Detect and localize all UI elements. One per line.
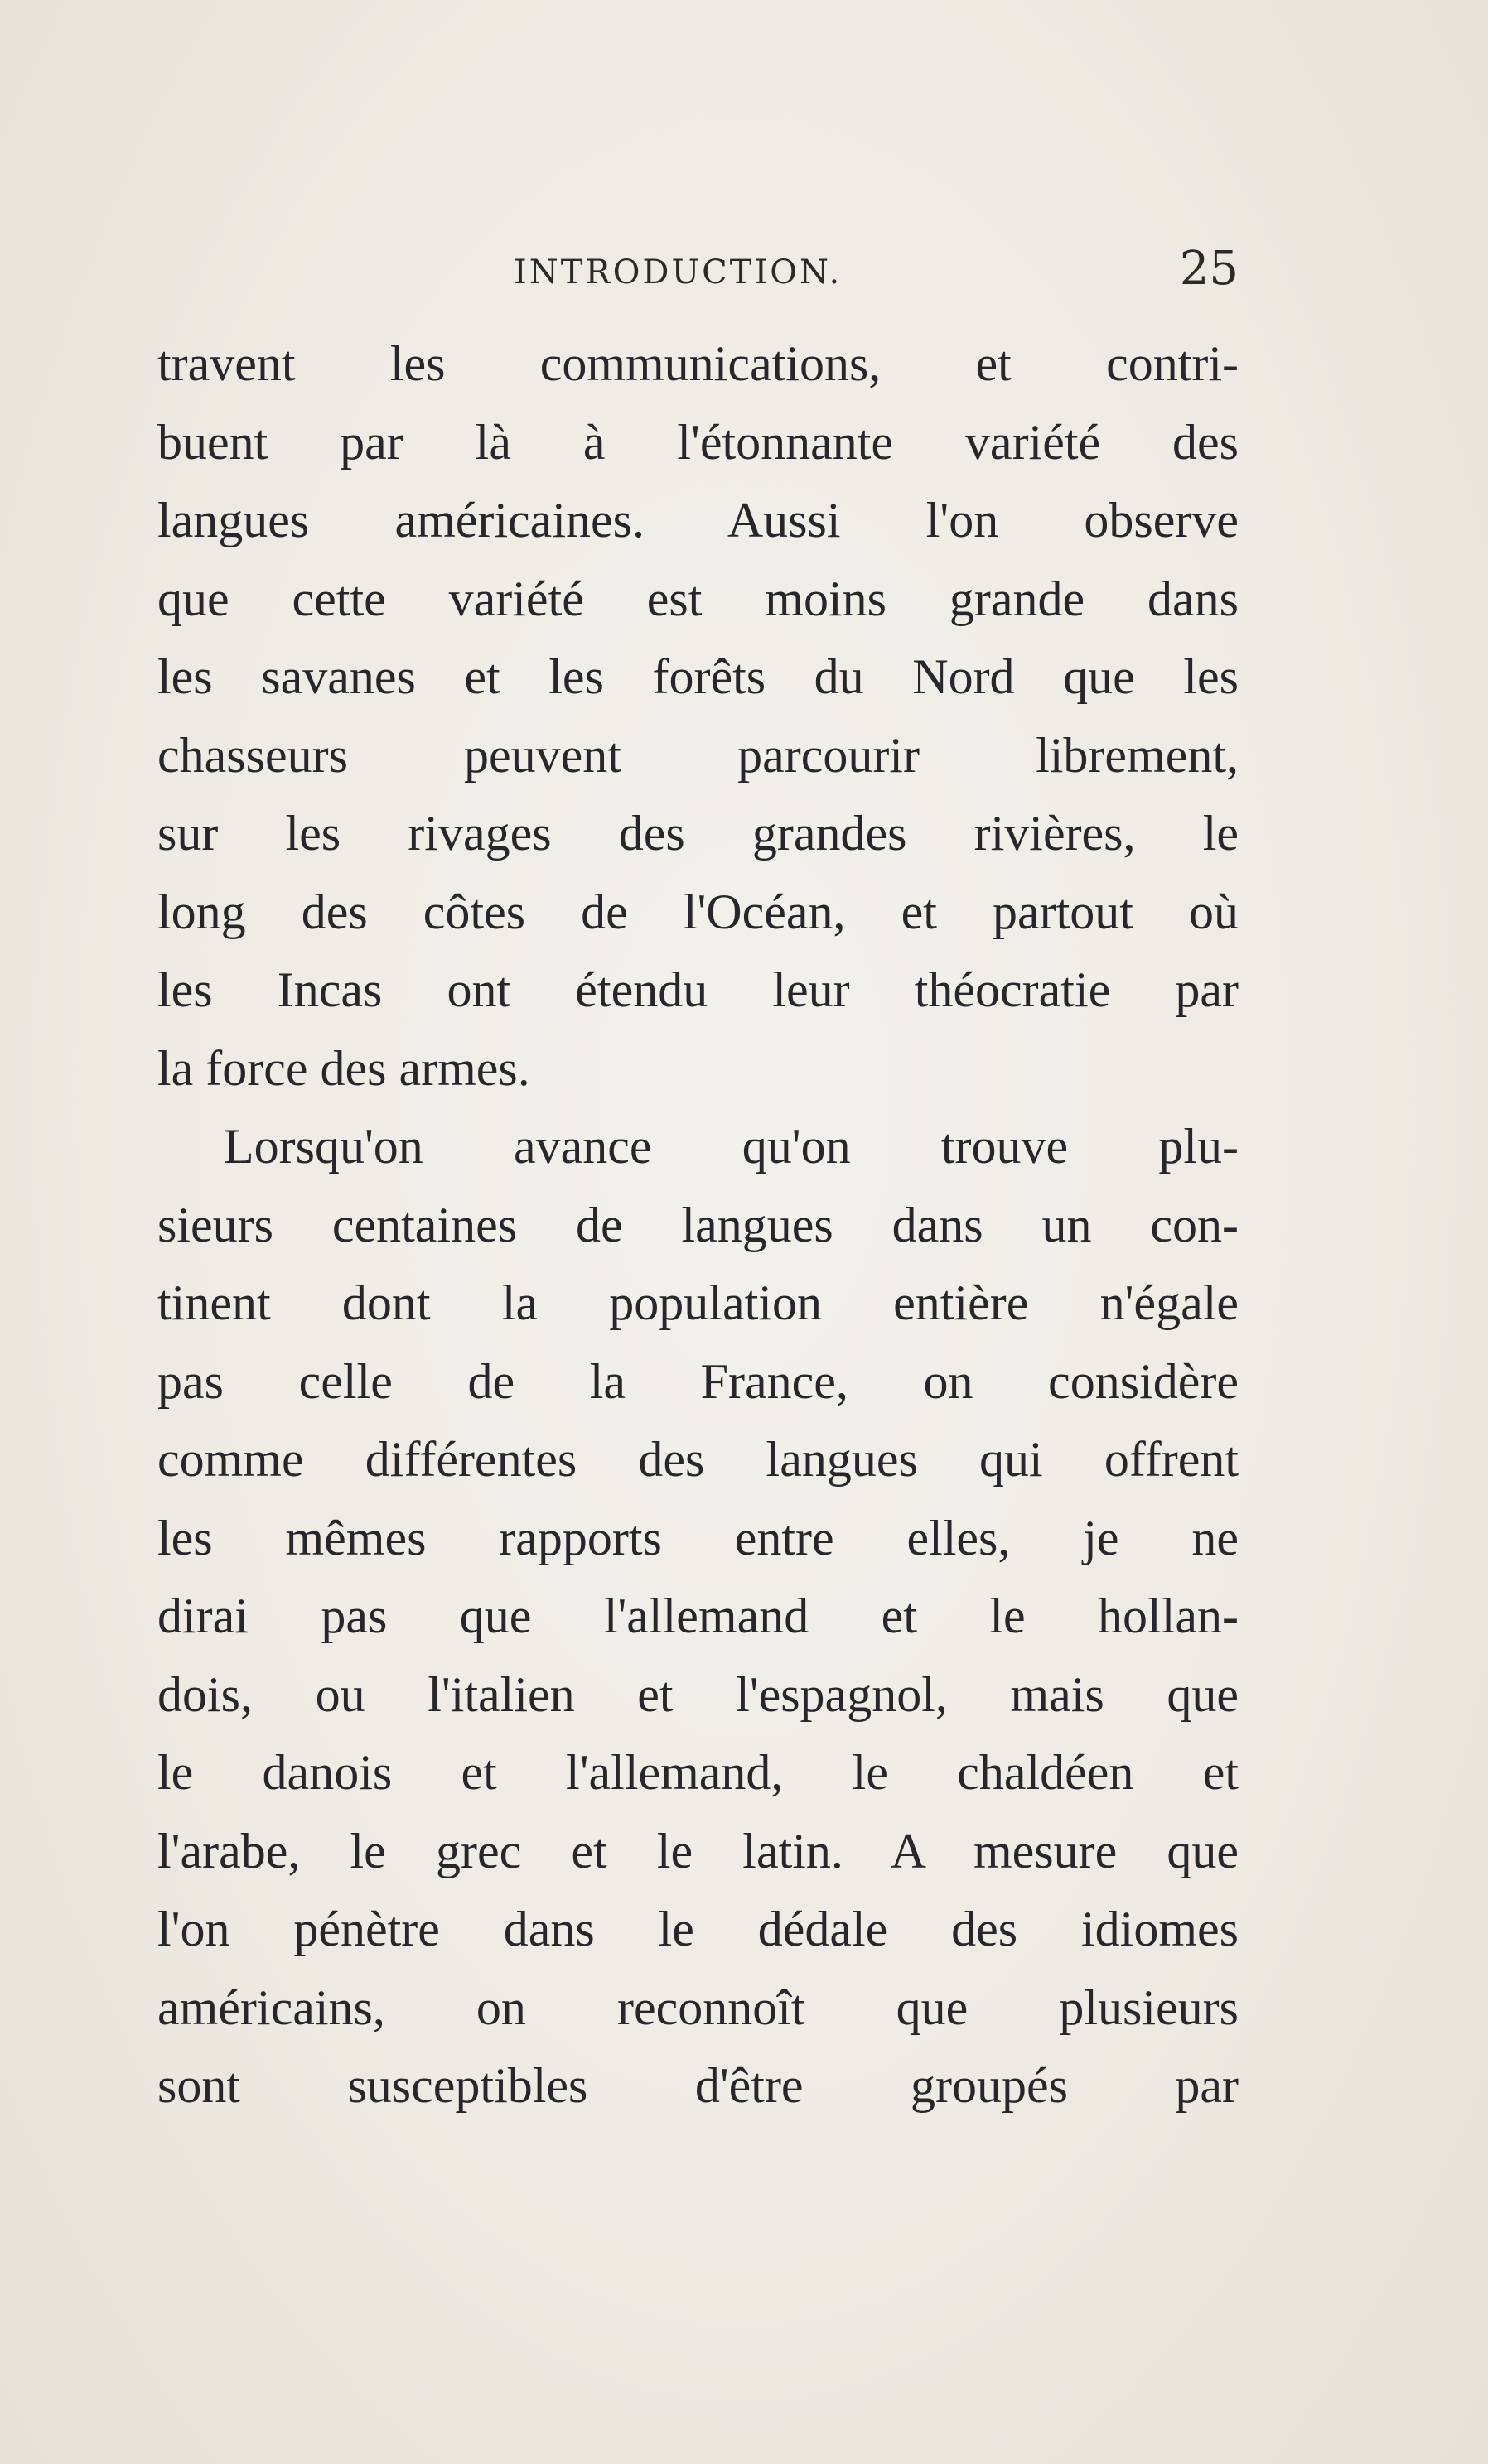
text-line: l'on pénètre dans le dédale des idiomes: [157, 1902, 1239, 1956]
text-line: que cette variété est moins grande dans: [157, 571, 1239, 626]
text-line: sieurs centaines de langues dans un con-: [157, 1197, 1239, 1252]
text-line: sur les rivages des grandes rivières, le: [157, 806, 1239, 861]
page-header: [157, 242, 1239, 316]
text-line: dois, ou l'italien et l'espagnol, mais que: [157, 1666, 1239, 1722]
body-text: [157, 325, 1239, 2125]
text-line: comme différentes des langues qui offrent: [157, 1432, 1239, 1487]
text-line: tinent dont la population entière n'égale: [157, 1275, 1239, 1330]
text-line: américains, on reconnoît que plusieurs: [157, 1979, 1239, 2035]
text-line: le danois et l'allemand, le chaldéen et: [157, 1745, 1239, 1800]
text-line: langues américaines. Aussi l'on observe: [157, 493, 1239, 547]
paragraph-end-line: la force des armes.: [157, 1040, 530, 1096]
paragraph-start-line: Lorsqu'on avance qu'on trouve plu-: [224, 1119, 1239, 1174]
text-line: pas celle de la France, on considère: [157, 1353, 1239, 1409]
text-line: long des côtes de l'Océan, et partout où: [157, 884, 1239, 939]
text-line: buent par là à l'étonnante variété des: [157, 414, 1239, 470]
text-line: travent les communications, et contri-: [157, 336, 1239, 391]
text-line: les Incas ont étendu leur théocratie par: [157, 962, 1239, 1017]
text-line: dirai pas que l'allemand et le hollan-: [157, 1589, 1239, 1643]
text-line: sont susceptibles d'être groupés par: [157, 2058, 1239, 2113]
text-line: les savanes et les forêts du Nord que les: [157, 649, 1239, 704]
text-line: les mêmes rapports entre elles, je ne: [157, 1510, 1239, 1565]
running-head: INTRODUCTION.: [514, 253, 843, 292]
page-number: 25: [1179, 242, 1239, 296]
text-line: chasseurs peuvent parcourir librement,: [157, 727, 1239, 783]
text-line: l'arabe, le grec et le latin. A mesure que: [157, 1823, 1239, 1878]
